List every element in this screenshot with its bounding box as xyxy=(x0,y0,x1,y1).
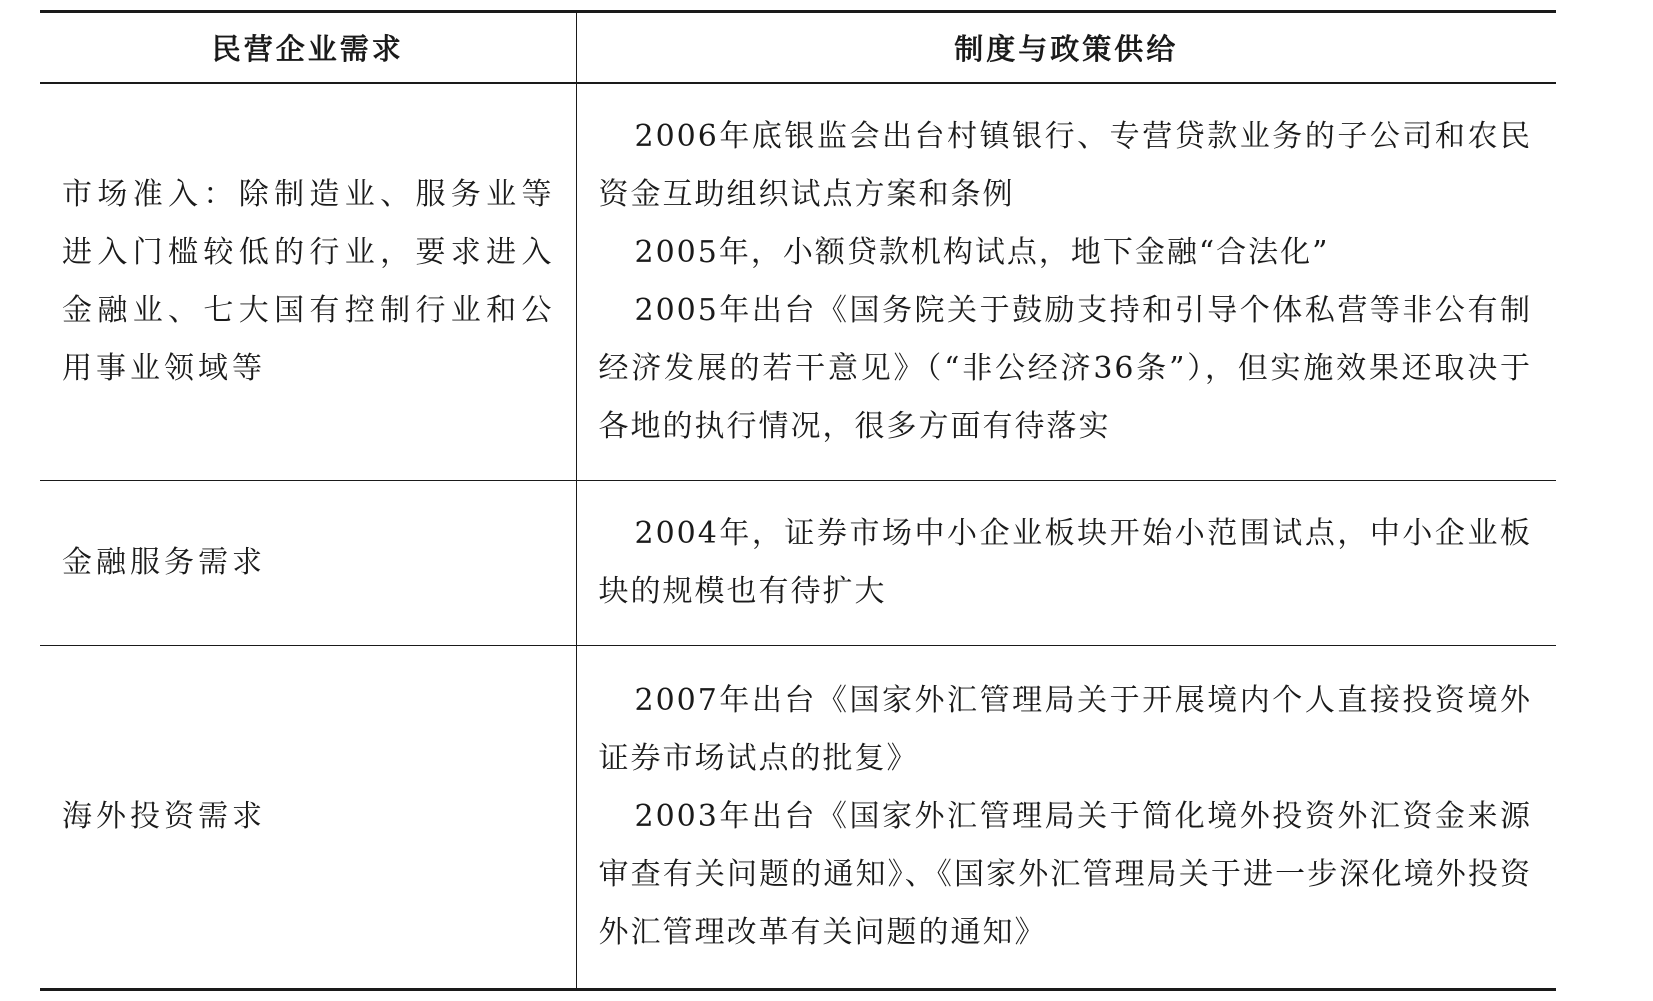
supply-paragraph: 2003年出台《国家外汇管理局关于简化境外投资外汇资金来源审查有关问题的通知》、《国家外汇管理局关于进一步深化境外投资外汇管理改革有关问题的通知》 xyxy=(598,799,1532,950)
demand-cell: 海外投资需求 xyxy=(40,646,576,990)
policy-table xyxy=(40,10,1556,991)
table-row xyxy=(40,83,1556,481)
demand-cell: 金融服务需求 xyxy=(40,481,576,646)
table-row xyxy=(40,646,1556,990)
supply-paragraph: 2007年出台《国家外汇管理局关于开展境内个人直接投资境外证券市场试点的批复》 xyxy=(598,683,1532,776)
supply-paragraph: 2005年出台《国务院关于鼓励支持和引导个体私营等非公有制经济发展的若干意见》（“非公经济36条”），但实施效果还取决于各地的执行情况，很多方面有待落实 xyxy=(598,293,1532,444)
supply-paragraph: 2006年底银监会出台村镇银行、专营贷款业务的子公司和农民资金互助组织试点方案和条例 xyxy=(598,119,1532,212)
supply-cell xyxy=(576,481,1556,646)
supply-paragraph: 2005年，小额贷款机构试点，地下金融“合法化” xyxy=(634,235,1330,270)
header-demand: 民营企业需求 xyxy=(40,12,576,84)
demand-cell: 市场准入：除制造业、服务业等进入门槛较低的行业，要求进入金融业、七大国有控制行业和公用事业领域等 xyxy=(40,83,576,481)
supply-cell xyxy=(576,83,1556,481)
policy-table-container xyxy=(40,10,1556,991)
supply-cell xyxy=(576,646,1556,990)
table-header-row xyxy=(40,12,1556,84)
supply-paragraph: 2004年，证券市场中小企业板块开始小范围试点，中小企业板块的规模也有待扩大 xyxy=(598,516,1532,609)
header-supply: 制度与政策供给 xyxy=(954,32,1179,66)
table-row xyxy=(40,481,1556,646)
